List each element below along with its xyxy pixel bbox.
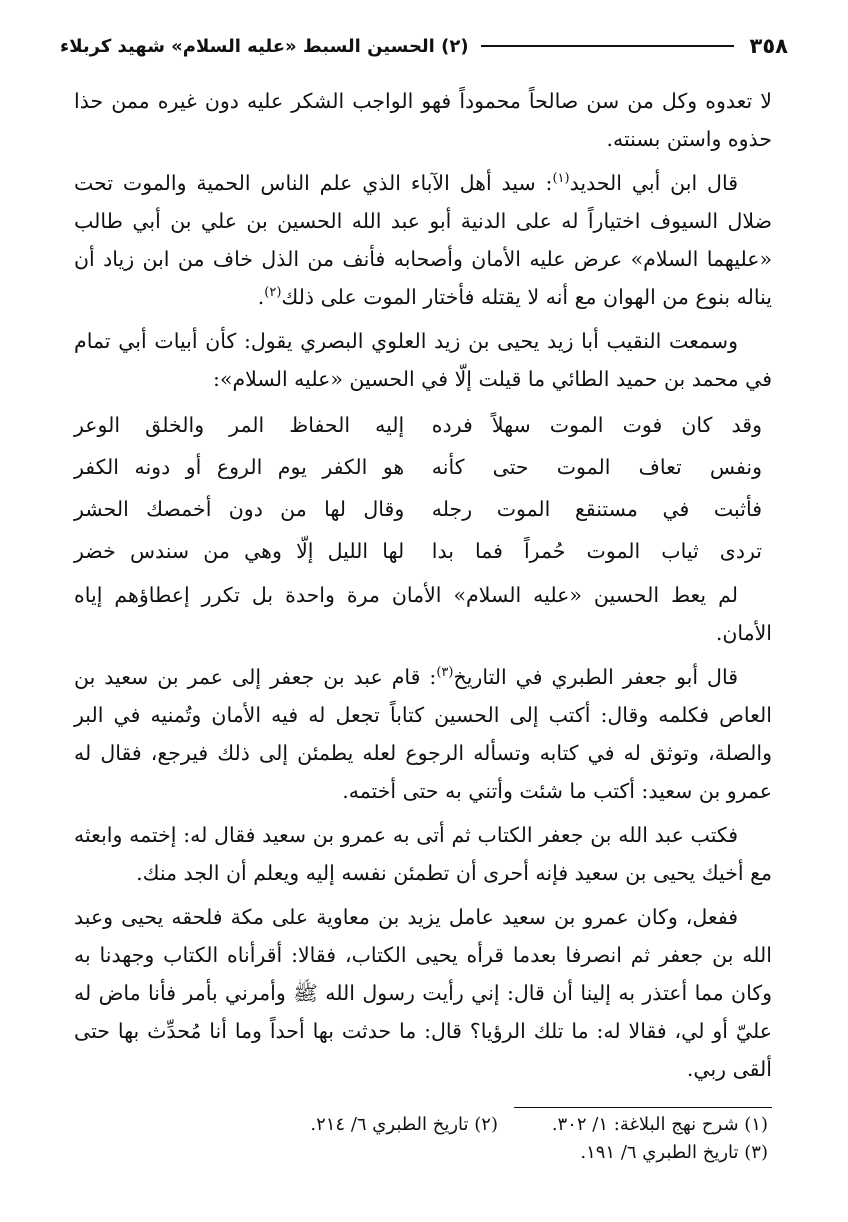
page-number: ٣٥٨ [749,34,788,58]
paragraph-2-end: . [257,285,265,309]
footnote-rule [514,1107,772,1108]
verse-first-hemistich: تردى ثياب الموت حُمراً فما بدا [431,539,762,563]
verse-second-hemistich: لها الليل إلّا وهي من سندس خضر [74,539,405,563]
verse-second-hemistich: إليه الحفاظ المر والخلق الوعر [74,413,405,437]
paragraph-2 [74,164,772,316]
paragraph-5 [74,658,772,810]
verse-line [74,530,772,572]
verse-line [74,446,772,488]
verse-first-hemistich: وقد كان فوت الموت سهلاً فرده [431,413,762,437]
verse-first-hemistich: فأثبت في مستنقع الموت رجله [431,497,762,521]
paragraph-2-middle: : سيد أهل الآباء الذي علم الناس الحمية والموت تحت ضلال السيوف اختياراً له على الدنية أبو عبد الله الحسين بن علي بن أبي طالب «عليهما السلام» عرض عليه الأمان وأصحابه فأنف من الذل خاف من ابن زياد أن يناله بنوع من الهوان مع أنه لا يقتله فأختار الموت على ذلك [74,171,772,309]
paragraph-7: ففعل، وكان عمرو بن سعيد عامل يزيد بن معاوية على مكة فلحقه يحيى وعبد الله بن جعفر ثم انصرفا بعدما قرأه يحيى الكتاب، فقالا: أقرأناه الكتاب وجهدنا به وكان مما أعتذر به إلينا أن قال: إني رأيت رسول الله ﷺ وأمرني بأمر فأنا ماض له عليّ أو لي، فقالا له: ما تلك الرؤيا؟ قال: ما حدثت بها أحداً وما أنا مُحدِّث بها حتى ألقى ربي. [74,905,772,1081]
footnotes [74,1111,768,1167]
footnote-row [74,1111,768,1139]
paragraph-4: لم يعط الحسين «عليه السلام» الأمان مرة واحدة بل تكرر إعطاؤهم إياه الأمان. [74,583,772,645]
footnote-ref-1: (١) [552,171,570,187]
paragraph-3: وسمعت النقيب أبا زيد يحيى بن زيد العلوي البصري يقول: كأن أبيات أبي تمام في محمد بن حميد الطائي ما قيلت إلّا في الحسين «عليه السلام»: [74,329,772,391]
footnote-ref-2: (٢) [264,285,282,301]
verse-line [74,488,772,530]
paragraph-1: لا تعدوه وكل من سن صالحاً محموداً فهو الواجب الشكر عليه دون غيره ممن حذا حذوه واستن بسنته. [74,89,773,151]
footnote-2: (٢) تاريخ الطبري ٦/ ٢١٤. [310,1114,498,1135]
footnote-3: (٣) تاريخ الطبري ٦/ ١٩١. [580,1142,768,1163]
verse-first-hemistich: ونفس تعاف الموت حتى كأنه [431,455,762,479]
page-body [74,82,772,1094]
poem [74,404,772,572]
running-title: (٢) الحسين السبط «عليه السلام» شهيد كربلاء [60,35,469,57]
paragraph-6: فكتب عبد الله بن جعفر الكتاب ثم أتى به عمرو بن سعيد فقال له: إختمه وابعثه مع أخيك يحيى بن سعيد فإنه أحرى أن تطمئن نفسه إليه ويعلم أن الجد منك. [74,823,772,885]
verse-second-hemistich: وقال لها من دون أخمصك الحشر [74,497,405,521]
footnote-1: (١) شرح نهج البلاغة: ١/ ٣٠٢. [551,1114,768,1135]
paragraph-5-start: قال أبو جعفر الطبري في التاريخ [453,665,739,689]
footnote-ref-3: (٣) [436,665,454,681]
page-header [60,28,788,64]
header-rule [481,45,734,47]
paragraph-2-start: قال ابن أبي الحديد [569,171,738,195]
paragraph-5-rest: : قام عبد بن جعفر إلى عمر بن سعيد بن العاص فكلمه وقال: أكتب إلى الحسين كتاباً تجعل له فيه الأمان وتُمنيه في البر والصلة، وتوثق له في كتابه وتسأله الرجوع لعله يطمئن إلى ذلك فيرجع، فقال له عمرو بن سعيد: أكتب ما شئت وأتني به حتى أختمه. [74,665,772,803]
verse-line [74,404,772,446]
verse-second-hemistich: هو الكفر يوم الروع أو دونه الكفر [74,455,405,479]
footnote-row [74,1139,768,1167]
